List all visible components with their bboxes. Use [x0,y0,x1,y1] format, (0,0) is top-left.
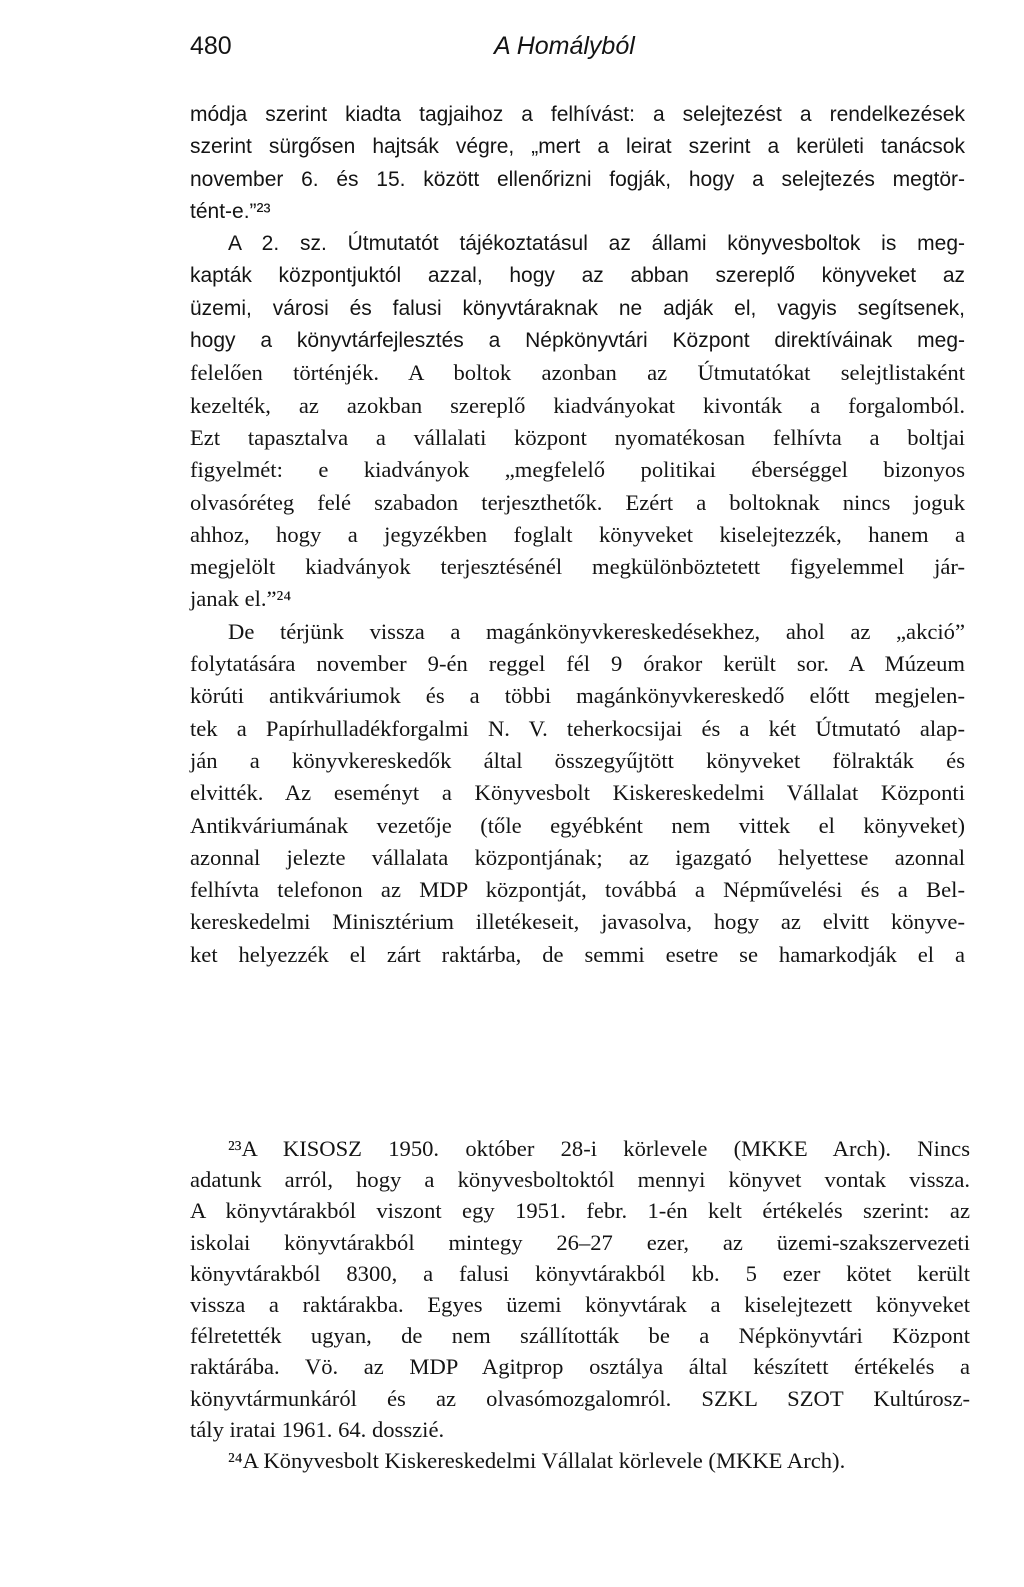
text-line: tént-e.”²³ [190,199,271,223]
text-line: körúti antikváriumok és a többi magánkönyvkereskedő előtt megjelen- [190,683,965,709]
text-line: felhívta telefonon az MDP központját, továbbá a Népművelési és a Bel- [190,877,965,903]
text-line: ján a könyvkereskedők által összegyűjtött könyveket fölrakták és [190,747,965,773]
text-line: janak el.”²⁴ [190,586,292,612]
text-line: kereskedelmi Minisztérium illetékeseit, javasolva, hogy az elvitt könyve- [190,909,965,935]
text-line: A 2. sz. Útmutatót tájékoztatásul az állami könyvesboltok is meg- [228,232,965,256]
text-line: elvitték. Az eseményt a Könyvesbolt Kiskereskedelmi Vállalat Központi [190,780,965,806]
text-line: kezelték, az azokban szereplő kiadványokat kivonták a forgalomból. [190,392,965,418]
text-line: tek a Papírhulladékforgalmi N. V. teherkocsijai és a két Útmutató alap- [190,715,965,741]
main-text [190,99,965,971]
footnote-line: iskolai könyvtárakból mintegy 26–27 ezer, az üzemi-szakszervezeti [190,1229,970,1255]
footnote-23: ²³A KISOSZ 1950. október 28-i körlevele (MKKE Arch). Nincs [228,1136,970,1161]
text-line: november 6. és 15. között ellenőrizni fogják, hogy a selejtezés megtör- [190,167,965,191]
text-line: ket helyezzék el zárt raktárba, de semmi esetre se hamarkodják el a [190,941,965,967]
text-line: ahhoz, hogy a jegyzékben foglalt könyveket kiselejtezzék, hanem a [190,521,965,547]
text-line: üzemi, városi és falusi könyvtáraknak ne adják el, vagyis segítsenek, [190,296,965,320]
running-head [190,30,970,70]
footnotes [190,1133,970,1476]
text-line: azonnal jelezte vállalata központjának; az igazgató helyettese azonnal [190,844,965,870]
text-line: szerint sürgősen hajtsák végre, „mert a leirat szerint a kerületi tanácsok [190,135,965,159]
footnote-line: félretették ugyan, de nem szállították be a Népkönyvtári Központ [190,1323,970,1349]
page-number: 480 [190,32,232,60]
text-line: módja szerint kiadta tagjaihoz a felhívást: a selejtezést a rendelkezések [190,103,965,126]
footnote-line: A könyvtárakból viszont egy 1951. febr. 1-én kelt értékelés szerint: az [190,1198,970,1224]
footnote-line: adatunk arról, hogy a könyvesboltoktól mennyi könyvet vontak vissza. [190,1167,970,1193]
text-line: megjelölt kiadványok terjesztésénél megkülönböztetett figyelemmel jár- [190,554,965,580]
footnote-line: könyvtármunkáról és az olvasómozgalomról. SZKL SZOT Kultúrosz- [190,1385,970,1411]
text-line: kapták központjuktól azzal, hogy az abban szereplő könyveket az [190,264,965,288]
text-line: figyelmét: e kiadványok „megfelelő politikai éberséggel bizonyos [190,457,965,483]
text-line: olvasóréteg felé szabadon terjeszthetők. Ezért a boltoknak nincs joguk [190,489,965,515]
text-line: De térjünk vissza a magánkönyvkereskedésekhez, ahol az „akció” [228,618,965,644]
footnote-line: vissza a raktárakba. Egyes üzemi könyvtárak a kiselejtezett könyveket [190,1291,970,1317]
text-line: Ezt tapasztalva a vállalati központ nyomatékosan felhívta a boltjai [190,424,965,450]
text-line: Antikváriumának vezetője (tőle egyébként nem vittek el könyveket) [190,812,965,838]
text-line: hogy a könyvtárfejlesztés a Népkönyvtári Központ direktíváinak meg- [190,329,965,353]
footnote-line: raktárába. Vö. az MDP Agitprop osztálya által készített értékelés a [190,1354,970,1380]
text-line: folytatására november 9-én reggel fél 9 órakor került sor. A Múzeum [190,651,965,677]
footnote-24: ²⁴A Könyvesbolt Kiskereskedelmi Vállalat körlevele (MKKE Arch). [228,1447,846,1473]
running-title: A Homályból [494,32,635,60]
text-line: felelően történjék. A boltok azonban az Útmutatókat selejtlistaként [190,360,965,386]
footnote-line: tály iratai 1961. 64. dosszié. [190,1416,445,1442]
footnote-line: könyvtárakból 8300, a falusi könyvtárakból kb. 5 ezer kötet került [190,1260,970,1286]
